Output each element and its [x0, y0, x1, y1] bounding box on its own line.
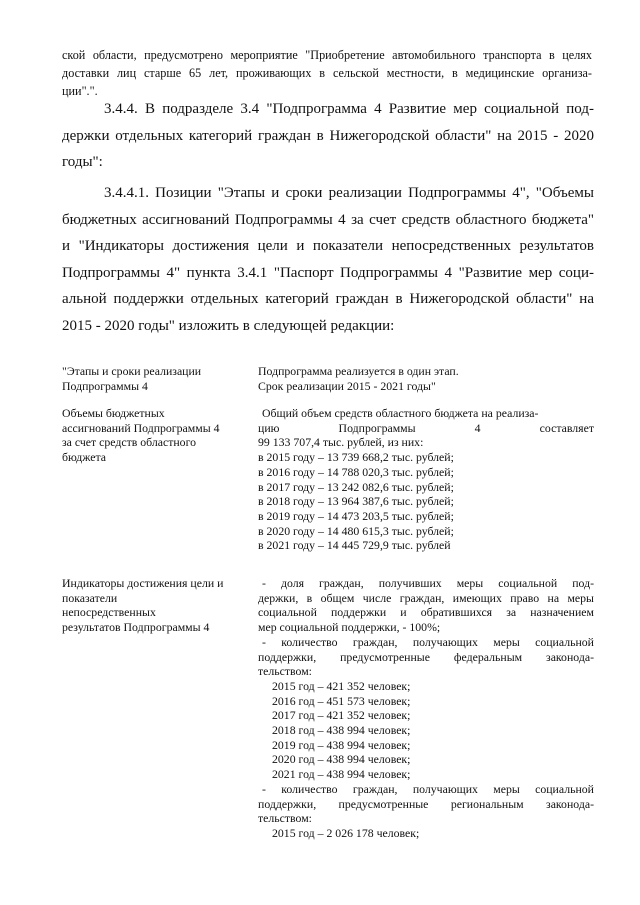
paragraph-line: годы":	[62, 154, 103, 170]
budget-year-line: в 2019 году – 14 473 203,5 тыс. рублей;	[258, 508, 454, 523]
people-year-line: 2015 год – 2 026 178 человек;	[272, 825, 420, 840]
value-line: Подпрограмма реализуется в один этап.	[258, 364, 459, 378]
row-value	[258, 406, 594, 553]
label-line: результатов Подпрограммы 4	[62, 620, 210, 635]
section-paragraph-3-4-4-1	[62, 180, 594, 339]
value-line: - доля граждан, получивших меры социальной под-	[262, 576, 594, 590]
intro-line: ции".".	[62, 84, 98, 98]
budget-year-line: в 2017 году – 13 242 082,6 тыс. рублей;	[258, 479, 454, 494]
label-line: за счет средств областного	[62, 435, 197, 450]
value-line: мер социальной поддержки, - 100%;	[258, 620, 441, 635]
section-paragraph-3-4-4	[62, 96, 594, 176]
budget-year-line: в 2016 году – 14 788 020,3 тыс. рублей;	[258, 464, 454, 479]
row-label	[62, 406, 237, 465]
people-year-line: 2020 год – 438 994 человек;	[272, 752, 411, 767]
people-year-line: 2019 год – 438 994 человек;	[272, 737, 411, 752]
value-line: поддержки, предусмотренные региональным законода-	[258, 796, 594, 811]
budget-year-line: в 2015 году – 13 739 668,2 тыс. рублей;	[258, 450, 454, 465]
label-line: бюджета	[62, 450, 106, 465]
paragraph-line: держки отдельных категорий граждан в Нижегородской области" на 2015 - 2020	[62, 127, 594, 144]
label-line: Объемы бюджетных	[62, 406, 165, 420]
people-year-line: 2017 год – 421 352 человек;	[272, 708, 411, 723]
paragraph-line: и "Индикаторы достижения цели и показатели непосредственных результатов	[62, 238, 594, 254]
label-line: "Этапы и сроки реализации	[62, 364, 202, 378]
row-value	[258, 576, 594, 841]
paragraph-line: 3.4.4. В подразделе 3.4 "Подпрограмма 4 Развитие мер социальной под-	[104, 101, 594, 117]
row-label	[62, 576, 237, 635]
value-line: Срок реализации 2015 - 2021 годы"	[258, 378, 436, 393]
label-line: непосредственных	[62, 605, 156, 620]
row-label	[62, 364, 237, 393]
label-line: Индикаторы достижения цели и	[62, 576, 224, 590]
label-line: ассигнований Подпрограммы 4	[62, 420, 220, 435]
paragraph-line: альной поддержки отдельных категорий граждан в Нижегородской области" на	[62, 291, 594, 307]
paragraph-line: Подпрограммы 4" пункта 3.4.1 "Паспорт Подпрограммы 4 "Развитие мер соци-	[62, 264, 594, 281]
row-value	[258, 364, 594, 393]
people-year-line: 2015 год – 421 352 человек;	[272, 678, 411, 693]
people-year-line: 2018 год – 438 994 человек;	[272, 723, 411, 738]
value-line: поддержки, предусмотренные федеральным законода-	[258, 649, 594, 664]
value-line: держки, в общем числе граждан, имеющих право на меры	[258, 590, 594, 605]
value-line: - количество граждан, получающих меры социальной	[262, 781, 594, 796]
label-line: показатели	[62, 590, 118, 605]
value-line: 99 133 707,4 тыс. рублей, из них:	[258, 435, 424, 450]
value-line: - количество граждан, получающих меры социальной	[262, 634, 594, 649]
value-line: Общий объем средств областного бюджета на реализа-	[262, 406, 539, 420]
value-line: цию Подпрограммы 4 составляет	[258, 420, 594, 435]
people-year-line: 2016 год – 451 573 человек;	[272, 693, 411, 708]
value-line: тельством:	[258, 664, 312, 679]
intro-line: доставки лиц старше 65 лет, проживающих в сельской местности, в медицинские организа-	[62, 66, 592, 80]
intro-paragraph	[62, 46, 592, 100]
budget-year-line: в 2018 году – 13 964 387,6 тыс. рублей;	[258, 494, 454, 509]
value-line: тельством:	[258, 811, 312, 826]
budget-year-line: в 2020 году – 14 480 615,3 тыс. рублей;	[258, 523, 454, 538]
paragraph-line: бюджетных ассигнований Подпрограммы 4 за счет средств областного бюджета"	[62, 211, 594, 228]
value-line: социальной поддержки и обратившихся за назначением	[258, 605, 594, 620]
label-line: Подпрограммы 4	[62, 378, 148, 393]
paragraph-line: 2015 - 2020 годы" изложить в следующей редакции:	[62, 317, 395, 334]
paragraph-line: 3.4.4.1. Позиции "Этапы и сроки реализации Подпрограммы 4", "Объемы	[104, 185, 594, 201]
people-year-line: 2021 год – 438 994 человек;	[272, 767, 411, 782]
intro-line: ской области, предусмотрено мероприятие "Приобретение автомобильного транспорта в целях	[62, 48, 592, 62]
budget-year-line: в 2021 году – 14 445 729,9 тыс. рублей	[258, 538, 451, 553]
